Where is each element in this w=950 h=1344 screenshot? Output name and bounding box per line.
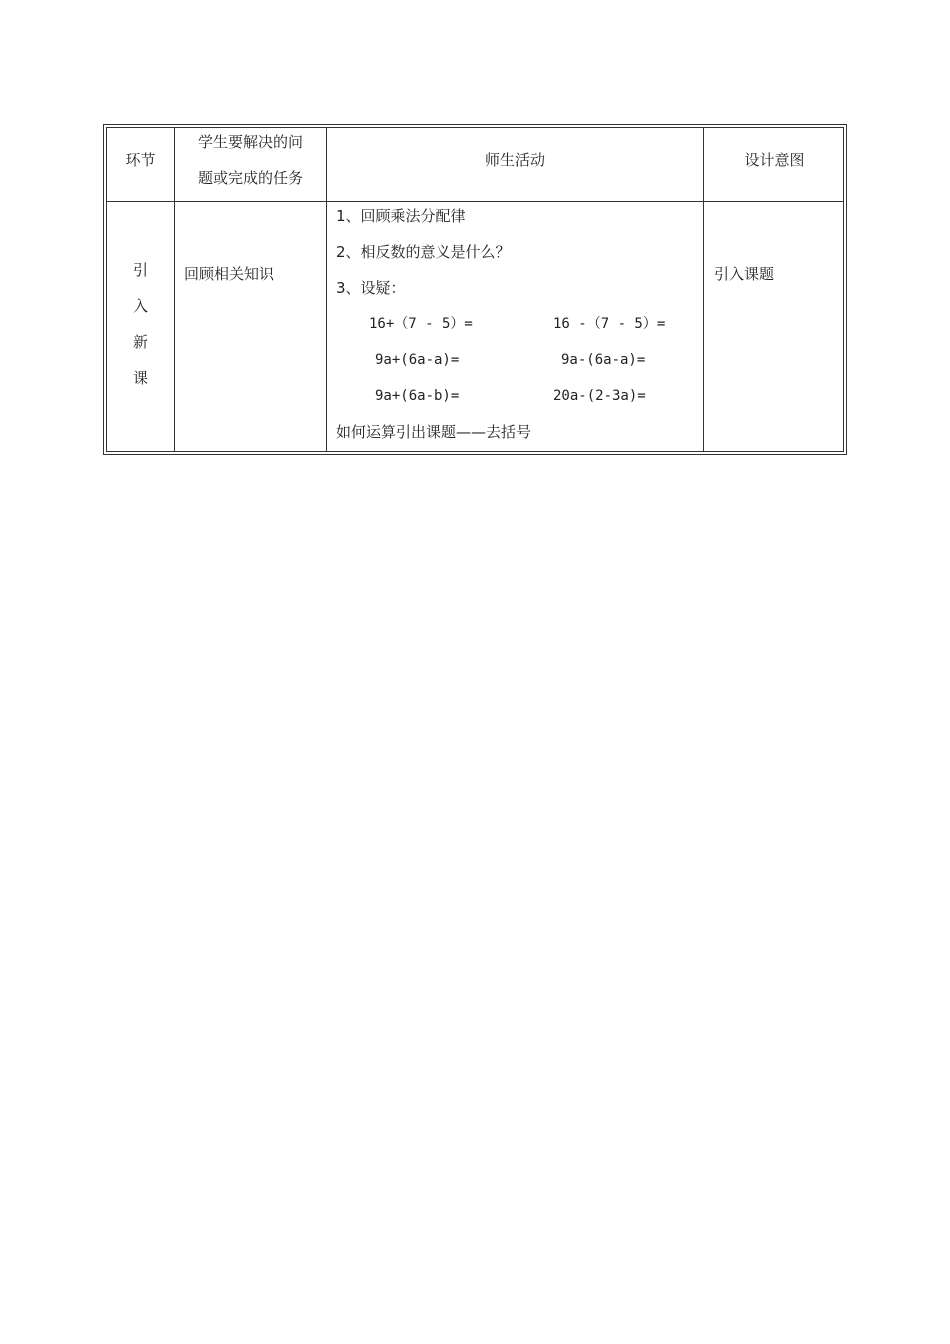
- header-task-line2: 题或完成的任务: [197, 169, 303, 187]
- column-divider-2: [326, 128, 327, 451]
- lesson-table-inner: [106, 127, 844, 452]
- header-task-line1: 学生要解决的问: [197, 133, 303, 151]
- header-intent: 设计意图: [744, 151, 805, 169]
- expr-1-left: 16+（7 - 5）=: [369, 316, 473, 332]
- column-divider-3: [703, 128, 704, 451]
- stage-char-2: 入: [132, 297, 148, 315]
- expr-1-right: 16 -（7 - 5）=: [553, 316, 666, 332]
- activity-conclusion: 如何运算引出课题——去括号: [336, 423, 532, 441]
- stage-char-3: 新: [132, 333, 148, 351]
- expr-2-right: 9a-(6a-a)=: [561, 352, 646, 368]
- header-stage: 环节: [125, 151, 156, 169]
- activity-item-1: 1、回顾乘法分配律: [336, 207, 466, 225]
- lesson-table: [103, 124, 847, 455]
- expr-2-left: 9a+(6a-a)=: [375, 352, 460, 368]
- intent-text: 引入课题: [714, 265, 775, 283]
- header-divider: [107, 201, 843, 202]
- stage-char-4: 课: [132, 369, 148, 387]
- activity-item-2: 2、相反数的意义是什么？: [336, 243, 511, 261]
- expr-3-left: 9a+(6a-b)=: [375, 388, 460, 404]
- task-text: 回顾相关知识: [184, 265, 275, 283]
- header-activity: 师生活动: [484, 151, 545, 169]
- stage-char-1: 引: [132, 261, 148, 279]
- activity-item-3: 3、设疑：: [336, 279, 406, 297]
- expr-3-right: 20a-(2-3a)=: [553, 388, 646, 404]
